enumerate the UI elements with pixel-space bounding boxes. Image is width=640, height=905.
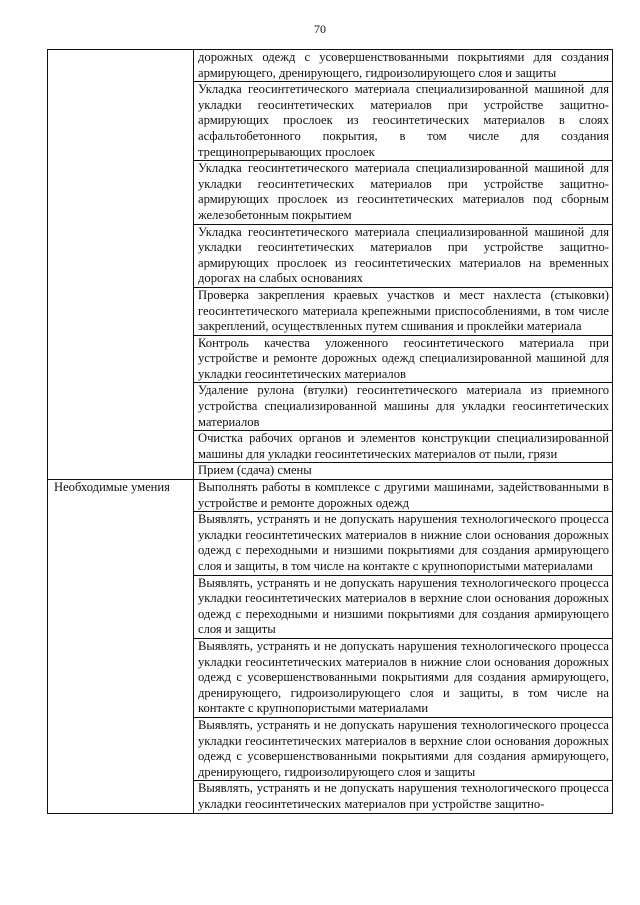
page-number: 70 <box>314 22 326 36</box>
table-cell: Выполнять работы в комплексе с другими машинами, задействованными в устройстве и ремонте дорожных одежд <box>194 480 613 512</box>
table-cell: Проверка закрепления краевых участков и мест нахлеста (стыковки) геосинтетического материала крепежными приспособлениями, в том числе закреплений, осуществленных путем сшивания и проклейки материала <box>194 287 613 335</box>
table-cell: Контроль качества уложенного геосинтетического материала при устройстве и ремонте дорожных одежд специализированной машиной для укладки геосинтетических материалов <box>194 335 613 383</box>
table-cell: Выявлять, устранять и не допускать нарушения технологического процесса укладки геосинтетических материалов в верхние слои основания дорожных одежд с усовершенствованными покрытиями для создания армирующего, дренирующего, гидроизолирующего слоя и защиты <box>194 717 613 780</box>
table-cell: Укладка геосинтетического материала специализированной машиной для укладки геосинтетических материалов при устройстве защитно-армирующих прослоек из геосинтетических материалов под сборным железобетонным покрытием <box>194 161 613 224</box>
table-cell: Выявлять, устранять и не допускать нарушения технологического процесса укладки геосинтетических материалов при устройстве защитно- <box>194 781 613 813</box>
labor-actions-label-cell <box>48 50 194 480</box>
table-cell: Выявлять, устранять и не допускать нарушения технологического процесса укладки геосинтетических материалов в нижние слои основания дорожных одежд с переходными и низшими покрытиями для создания армирующего слоя и защиты, в том числе на контакте с крупнопористыми материалами <box>194 512 613 575</box>
table-cell: Выявлять, устранять и не допускать нарушения технологического процесса укладки геосинтетических материалов в верхние слои основания дорожных одежд с переходными и низшими покрытиями для создания армирующего слоя и защиты <box>194 575 613 638</box>
table-cell: Укладка геосинтетического материала специализированной машиной для укладки геосинтетических материалов при устройстве защитно-армирующих прослоек из геосинтетических материалов на временных дорогах на слабых основаниях <box>194 224 613 287</box>
table-cell: Удаление рулона (втулки) геосинтетического материала из приемного устройства специализированной машины для укладки геосинтетических материалов <box>194 383 613 431</box>
table-cell: Выявлять, устранять и не допускать нарушения технологического процесса укладки геосинтетических материалов в нижние слои основания дорожных одежд с усовершенствованными покрытиями для создания армирующего, дренирующего, гидроизолирующего слоя и защиты, в том числе на контакте с крупнопористыми материалами <box>194 638 613 717</box>
table-row <box>48 50 613 82</box>
table-cell: дорожных одежд с усовершенствованными покрытиями для создания армирующего, дренирующего, гидроизолирующего слоя и защиты <box>194 50 613 82</box>
table-cell: Очистка рабочих органов и элементов конструкции специализированной машины для укладки геосинтетических материалов от пыли, грязи <box>194 431 613 463</box>
skills-label-cell: Необходимые умения <box>48 480 194 813</box>
table-row <box>48 480 613 512</box>
table-cell: Укладка геосинтетического материала специализированной машиной для укладки геосинтетических материалов при устройстве защитно-армирующих прослоек из геосинтетических материалов в слоях асфальтобетонного покрытия, в том числе для создания трещинопрерывающих прослоек <box>194 82 613 161</box>
table-cell: Прием (сдача) смены <box>194 463 613 480</box>
requirements-table <box>47 49 613 814</box>
